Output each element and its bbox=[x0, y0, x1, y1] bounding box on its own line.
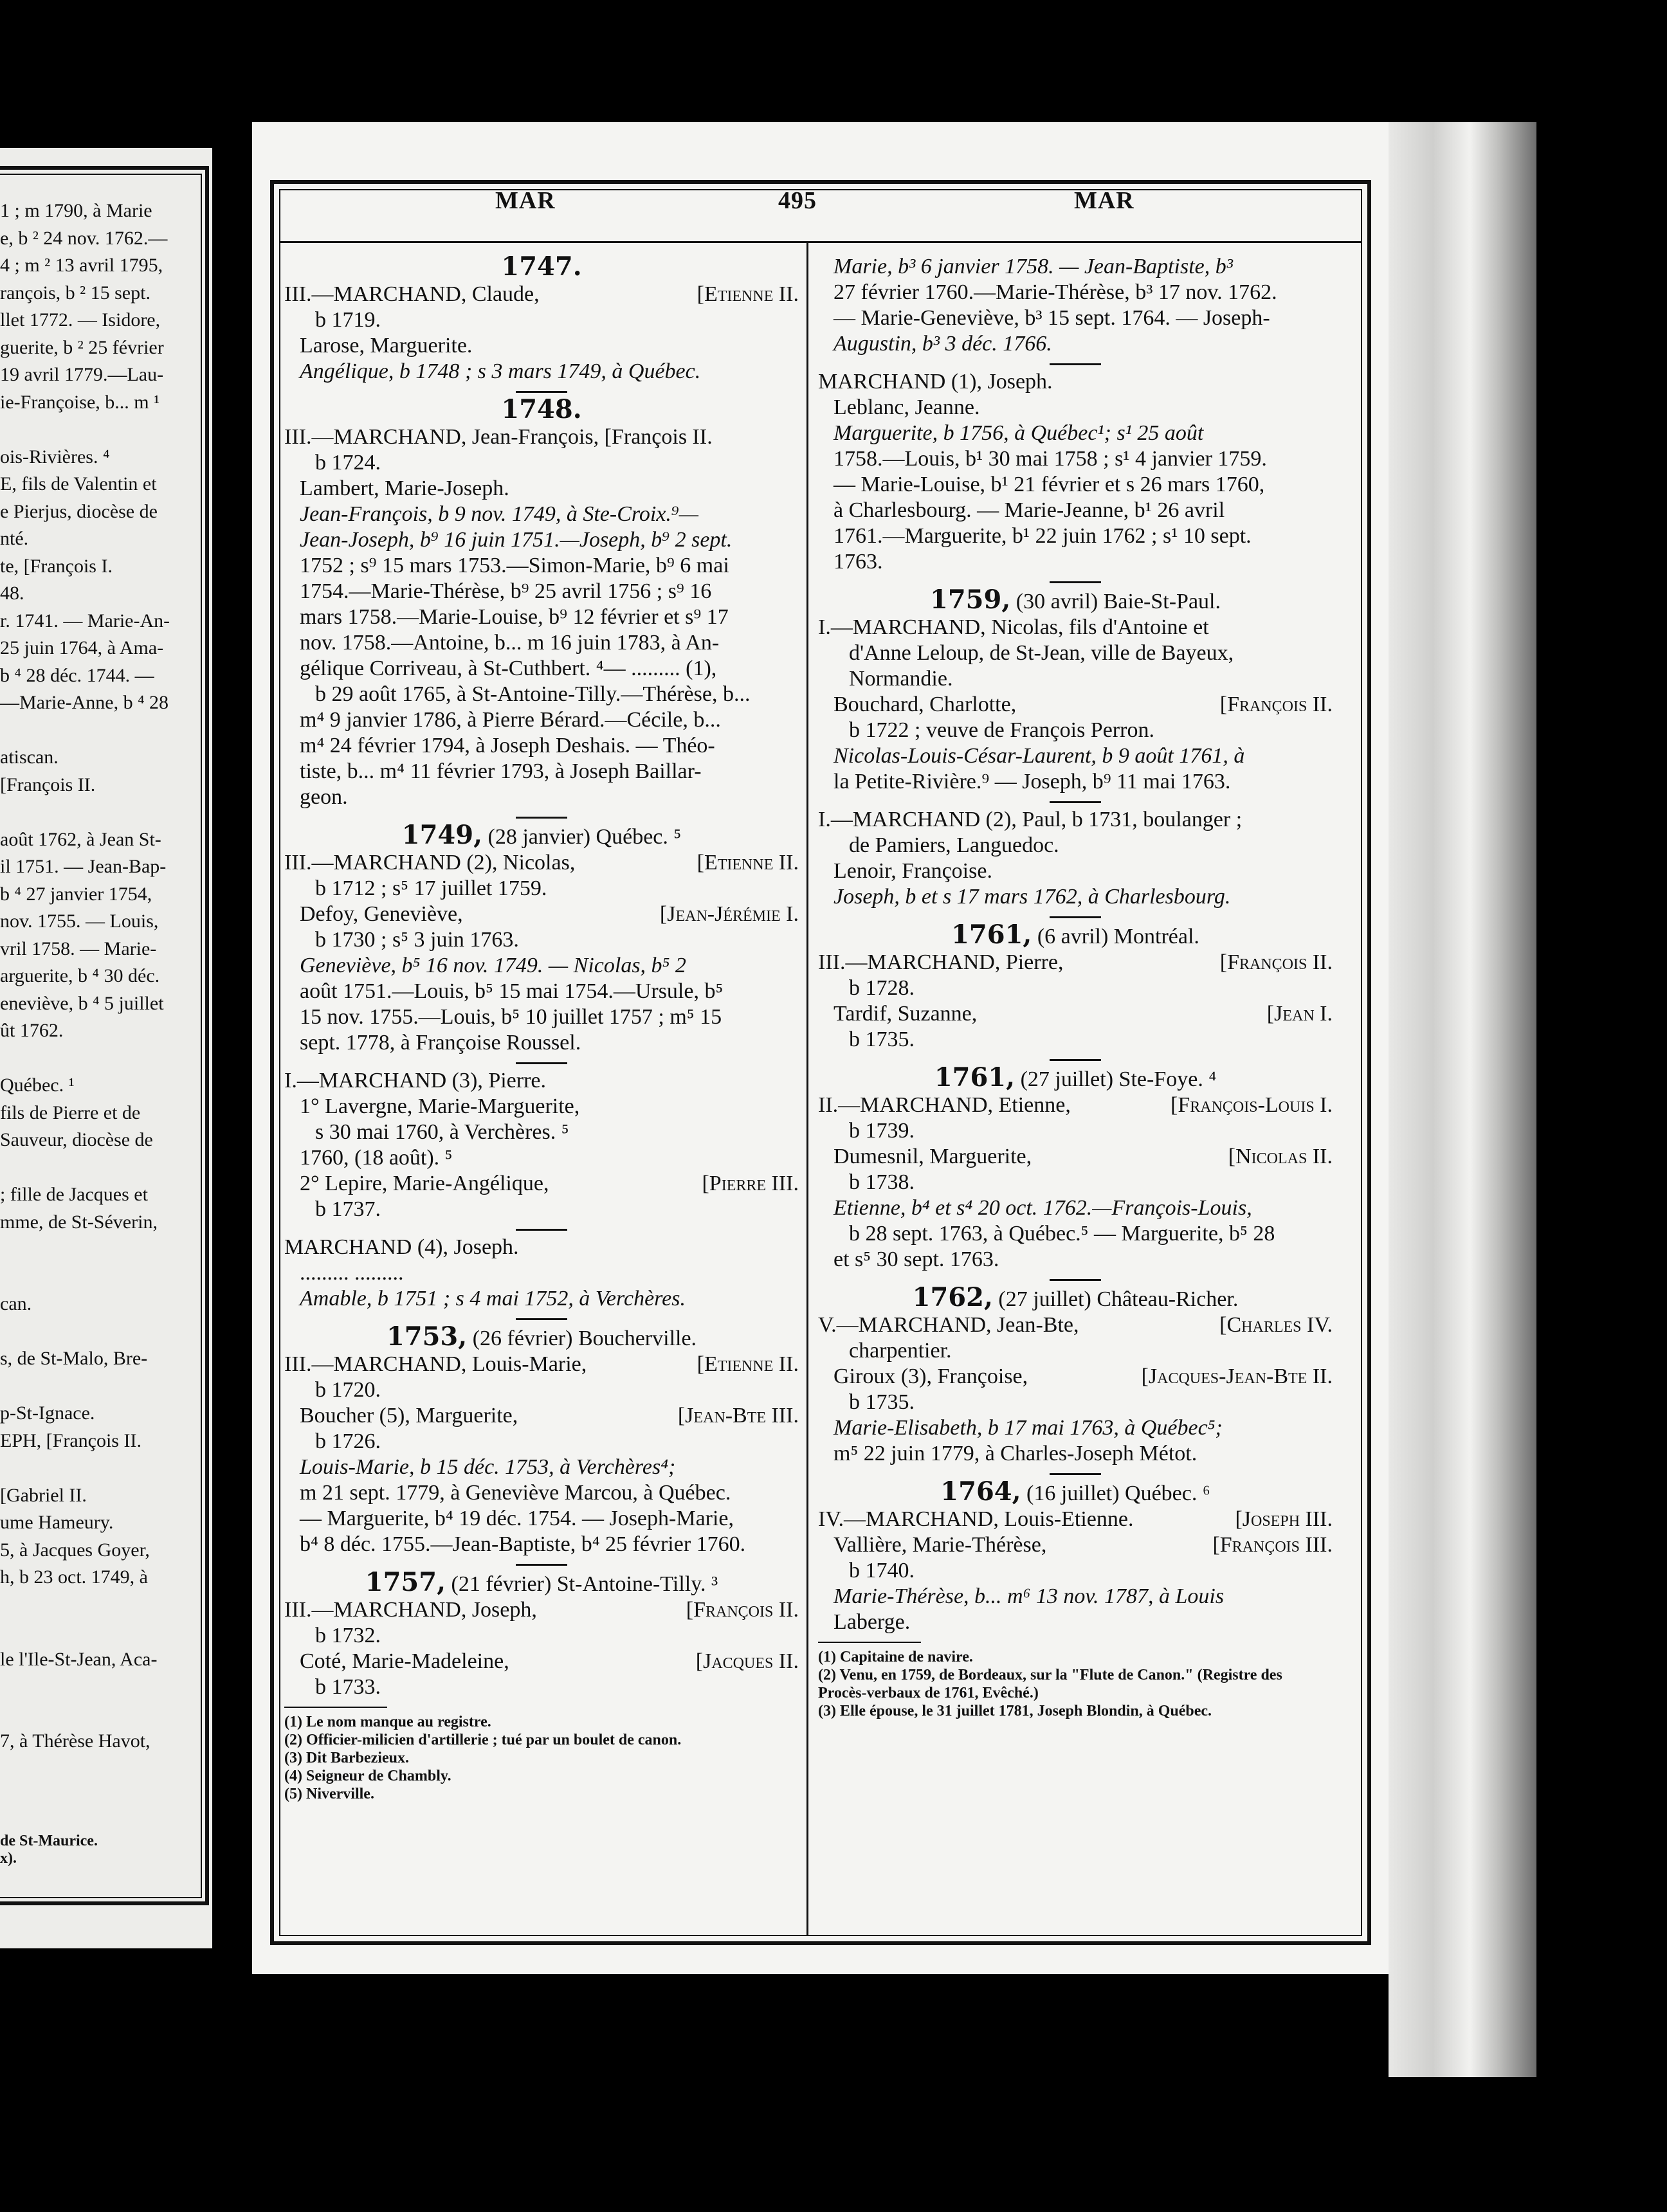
left-fragment-line: le l'Ile-St-Jean, Aca- bbox=[0, 1648, 158, 1670]
entry-line: charpentier. bbox=[849, 1339, 952, 1363]
parent-reference: [Joseph III. bbox=[1235, 1507, 1333, 1531]
marriage-date-heading bbox=[284, 1567, 799, 1597]
entry-line: b 1712 ; s⁵ 17 juillet 1759. bbox=[315, 876, 547, 900]
parent-reference: [Nicolas II. bbox=[1228, 1145, 1333, 1168]
entry-line: Marguerite, b 1756, à Québec¹; s¹ 25 août bbox=[834, 421, 1204, 445]
left-fragment-line: llet 1772. — Isidore, bbox=[0, 309, 161, 331]
left-footnote-line: de St-Maurice. bbox=[0, 1833, 98, 1849]
entry-line: [François-Louis I. II.—MARCHAND, Etienne, bbox=[818, 1093, 1333, 1117]
page-number: 495 bbox=[778, 187, 817, 214]
footnote: (4) Seigneur de Chambly. bbox=[284, 1768, 451, 1784]
entry-line: [Jean-Jérémie I. Defoy, Geneviève, bbox=[300, 902, 799, 926]
marriage-place: (30 avril) Baie-St-Paul. bbox=[1010, 590, 1221, 613]
left-fragment-line: 1 ; m 1790, à Marie bbox=[0, 200, 152, 221]
left-fragment-line: août 1762, à Jean St- bbox=[0, 828, 161, 850]
entry-line: b 1722 ; veuve de François Perron. bbox=[849, 718, 1154, 742]
entry-line: Marie, b³ 6 janvier 1758. — Jean-Baptiste, b³ bbox=[834, 255, 1233, 278]
marriage-place: (21 février) St-Antoine-Tilly. ³ bbox=[446, 1572, 718, 1596]
marriage-year: 1761, bbox=[934, 1062, 1016, 1092]
marriage-place: (28 janvier) Québec. ⁵ bbox=[482, 825, 682, 849]
genealogy-entry bbox=[284, 1352, 799, 1557]
entry-line: b 1740. bbox=[849, 1559, 915, 1582]
marriage-date-heading bbox=[818, 1282, 1333, 1312]
left-fragment-line: [Gabriel II. bbox=[0, 1484, 87, 1506]
genealogy-entry bbox=[818, 369, 1333, 575]
entry-line: [Pierre III. 2° Lepire, Marie-Angélique, bbox=[300, 1172, 799, 1195]
entry-line: b 1739. bbox=[849, 1119, 915, 1143]
entry-separator bbox=[1050, 801, 1101, 803]
left-fragment-line: e, b ² 24 nov. 1762.— bbox=[0, 227, 168, 249]
entry-line: à Charlesbourg. — Marie-Jeanne, b¹ 26 avril bbox=[834, 498, 1225, 522]
entry-line: b 1719. bbox=[315, 308, 381, 332]
entry-line: mars 1758.—Marie-Louise, b⁹ 12 février et s⁹ 17 bbox=[300, 605, 729, 629]
entry-line: [Jean-Bte III. Boucher (5), Marguerite, bbox=[300, 1404, 799, 1428]
section-separator bbox=[1050, 1279, 1101, 1281]
entry-line: [Jacques II. Coté, Marie-Madeleine, bbox=[300, 1649, 799, 1673]
entry-line: I.—MARCHAND, Nicolas, fils d'Antoine et bbox=[818, 615, 1209, 639]
section-separator bbox=[516, 391, 567, 393]
parent-reference: [Jean-Bte III. bbox=[677, 1404, 799, 1428]
section-separator bbox=[516, 1318, 567, 1320]
marriage-place: (6 avril) Montréal. bbox=[1032, 925, 1199, 948]
entry-line: [François II. Bouchard, Charlotte, bbox=[834, 693, 1333, 716]
section-separator bbox=[516, 1564, 567, 1566]
left-fragment-line: fils de Pierre et de bbox=[0, 1101, 141, 1123]
entry-line: Marie-Thérèse, b... m⁶ 13 nov. 1787, à Louis bbox=[834, 1584, 1225, 1608]
left-fragment-line: Québec. ¹ bbox=[0, 1074, 75, 1096]
entry-line: 1° Lavergne, Marie-Marguerite, bbox=[300, 1094, 580, 1118]
section-separator bbox=[1050, 581, 1101, 583]
entry-line: 15 nov. 1755.—Louis, b⁵ 10 juillet 1757 ; m⁵ 15 bbox=[300, 1005, 722, 1029]
entry-line: MARCHAND (1), Joseph. bbox=[818, 370, 1053, 394]
genealogy-entry bbox=[284, 282, 799, 385]
entry-line: [Etienne II. III.—MARCHAND, Claude, bbox=[284, 282, 799, 306]
entry-line: [François II. III.—MARCHAND, Pierre, bbox=[818, 950, 1333, 974]
marriage-year: 1762, bbox=[912, 1282, 993, 1312]
entry-line: m⁴ 24 février 1794, à Joseph Deshais. — Théo- bbox=[300, 734, 715, 757]
left-fragment-line: s, de St-Malo, Bre- bbox=[0, 1348, 148, 1369]
entry-line: de Pamiers, Languedoc. bbox=[849, 833, 1059, 857]
marriage-year: 1753, bbox=[386, 1321, 468, 1352]
left-fragment-line: —Marie-Anne, b ⁴ 28 bbox=[0, 692, 169, 713]
entry-line: Lambert, Marie-Joseph. bbox=[300, 476, 509, 500]
left-fragment-line: 4 ; m ² 13 avril 1795, bbox=[0, 255, 163, 276]
left-fragment-line: 48. bbox=[0, 583, 24, 604]
entry-line: [Etienne II. III.—MARCHAND, Louis-Marie, bbox=[284, 1352, 799, 1376]
left-fragment-line: ; fille de Jacques et bbox=[0, 1184, 148, 1205]
entry-line: Amable, b 1751 ; s 4 mai 1752, à Verchères. bbox=[300, 1287, 686, 1310]
entry-line: tiste, b... m⁴ 11 février 1793, à Joseph Baillar- bbox=[300, 759, 702, 783]
genealogy-entry bbox=[284, 1068, 799, 1222]
marriage-date-heading bbox=[284, 251, 799, 282]
marriage-place: (26 février) Boucherville. bbox=[467, 1327, 697, 1350]
genealogy-entry bbox=[818, 1507, 1333, 1635]
left-fragment-line: 19 avril 1779.—Lau- bbox=[0, 364, 164, 385]
left-fragment-line: E, fils de Valentin et bbox=[0, 473, 157, 494]
column-divider bbox=[806, 243, 808, 1936]
footnote-rule bbox=[818, 1642, 921, 1643]
entry-line: Louis-Marie, b 15 déc. 1753, à Verchères⁴; bbox=[300, 1455, 676, 1479]
entry-line: gélique Corriveau, à St-Cuthbert. ⁴— ......... (1), bbox=[300, 657, 717, 680]
left-fragment-line: il 1751. — Jean-Bap- bbox=[0, 856, 167, 877]
footnotes bbox=[818, 1648, 1333, 1720]
left-fragment-line: mme, de St-Séverin, bbox=[0, 1211, 158, 1233]
entry-line: 1758.—Louis, b¹ 30 mai 1758 ; s¹ 4 janvier 1759. bbox=[834, 447, 1267, 471]
entry-line: 1761.—Marguerite, b¹ 22 juin 1762 ; s¹ 10 sept. bbox=[834, 524, 1252, 548]
marriage-year: 1748. bbox=[501, 394, 582, 424]
marriage-place: (16 juillet) Québec. ⁶ bbox=[1021, 1482, 1210, 1505]
marriage-date-heading bbox=[818, 922, 1333, 950]
marriage-date-heading bbox=[818, 587, 1333, 615]
marriage-date-heading bbox=[284, 394, 799, 424]
section-separator bbox=[1050, 1059, 1101, 1061]
left-fragment-line: h, b 23 oct. 1749, à bbox=[0, 1566, 148, 1588]
right-column bbox=[818, 254, 1333, 1720]
entry-line: b 28 sept. 1763, à Québec.⁵ — Marguerite, b⁵ 28 bbox=[849, 1222, 1275, 1246]
marriage-place: (27 juillet) Ste-Foye. ⁴ bbox=[1015, 1067, 1217, 1091]
left-fragment-line: ût 1762. bbox=[0, 1020, 64, 1041]
running-head-left: MAR bbox=[495, 187, 556, 214]
entry-line: — Marie-Geneviève, b³ 15 sept. 1764. — Joseph- bbox=[834, 306, 1270, 330]
left-fragment-line: 5, à Jacques Goyer, bbox=[0, 1539, 150, 1561]
left-fragment-line: r. 1741. — Marie-An- bbox=[0, 610, 170, 631]
footnote: (1) Le nom manque au registre. bbox=[284, 1714, 491, 1730]
marriage-date-heading bbox=[284, 822, 799, 850]
entry-line: nov. 1758.—Antoine, b... m 16 juin 1783, à An- bbox=[300, 631, 720, 655]
entry-line: b 29 août 1765, à St-Antoine-Tilly.—Thérèse, b... bbox=[315, 682, 751, 706]
entry-line: m⁵ 22 juin 1779, à Charles-Joseph Métot. bbox=[834, 1442, 1198, 1465]
entry-line: b 1735. bbox=[849, 1390, 915, 1414]
entry-line: Larose, Marguerite. bbox=[300, 334, 473, 358]
entry-line: I.—MARCHAND (2), Paul, b 1731, boulanger ; bbox=[818, 808, 1243, 831]
entry-line: b⁴ 8 déc. 1755.—Jean-Baptiste, b⁴ 25 février 1760. bbox=[300, 1532, 746, 1556]
entry-line: b 1737. bbox=[315, 1197, 381, 1221]
left-column bbox=[284, 251, 799, 1803]
marriage-date-heading bbox=[818, 1062, 1333, 1092]
parent-reference: [Jean I. bbox=[1266, 1002, 1333, 1026]
genealogy-entry bbox=[818, 807, 1333, 910]
entry-line: ......... ......... bbox=[300, 1261, 404, 1285]
left-fragment-line: atiscan. bbox=[0, 747, 59, 768]
footnote: (2) Venu, en 1759, de Bordeaux, sur la "Flute de Canon." (Registre des Procès-verbaux de 1761, Evêché.) bbox=[818, 1667, 1282, 1701]
entry-line: sept. 1778, à Françoise Roussel. bbox=[300, 1031, 581, 1055]
marriage-year: 1749, bbox=[401, 820, 483, 850]
entry-line: Jean-François, b 9 nov. 1749, à Ste-Croix.⁹— bbox=[300, 502, 698, 526]
genealogy-entry bbox=[818, 950, 1333, 1053]
entry-line: [Nicolas II. Dumesnil, Marguerite, bbox=[834, 1145, 1333, 1168]
footnote: (3) Dit Barbezieux. bbox=[284, 1750, 409, 1766]
left-fragment-line: p-St-Ignace. bbox=[0, 1402, 95, 1424]
entry-line: b 1730 ; s⁵ 3 juin 1763. bbox=[315, 928, 519, 952]
entry-line: [François III. Vallière, Marie-Thérèse, bbox=[834, 1533, 1333, 1557]
entry-line: d'Anne Leloup, de St-Jean, ville de Bayeux, bbox=[849, 641, 1234, 665]
left-fragment-line: te, [François I. bbox=[0, 555, 113, 577]
entry-line: MARCHAND (4), Joseph. bbox=[284, 1235, 519, 1259]
entry-line: Augustin, b³ 3 déc. 1766. bbox=[834, 332, 1052, 356]
entry-line: m 21 sept. 1779, à Geneviève Marcou, à Québec. bbox=[300, 1481, 731, 1505]
left-fragment-line: EPH, [François II. bbox=[0, 1429, 141, 1451]
entry-line: 1754.—Marie-Thérèse, b⁹ 25 avril 1756 ; s⁹ 16 bbox=[300, 579, 712, 603]
entry-line: I.—MARCHAND (3), Pierre. bbox=[284, 1069, 547, 1092]
entry-line: août 1751.—Louis, b⁵ 15 mai 1754.—Ursule, b⁵ bbox=[300, 979, 724, 1003]
marriage-place: (27 juillet) Château-Richer. bbox=[992, 1287, 1239, 1311]
marriage-year: 1759, bbox=[930, 585, 1011, 615]
entry-line: Lenoir, Françoise. bbox=[834, 859, 992, 883]
entry-line: Leblanc, Jeanne. bbox=[834, 395, 980, 419]
footnote-rule bbox=[284, 1707, 387, 1708]
entry-line: 27 février 1760.—Marie-Thérèse, b³ 17 nov. 1762. bbox=[834, 280, 1277, 304]
entry-line: Normandie. bbox=[849, 667, 953, 691]
entry-line: — Marie-Louise, b¹ 21 février et s 26 mars 1760, bbox=[834, 473, 1265, 496]
parent-reference: [Charles IV. bbox=[1219, 1313, 1333, 1337]
entry-separator bbox=[516, 1062, 567, 1064]
left-fragment-line: 7, à Thérèse Havot, bbox=[0, 1730, 150, 1752]
page-edge bbox=[1389, 122, 1536, 2077]
entry-line: Laberge. bbox=[834, 1610, 911, 1634]
genealogy-entry bbox=[284, 1235, 799, 1312]
section-separator bbox=[1050, 1473, 1101, 1475]
left-fragment-line: e Pierjus, diocèse de bbox=[0, 500, 158, 522]
parent-reference: [Etienne II. bbox=[697, 851, 799, 875]
entry-line: Marie-Elisabeth, b 17 mai 1763, à Québec⁵; bbox=[834, 1416, 1223, 1440]
parent-reference: [François III. bbox=[1212, 1533, 1333, 1557]
entry-line: b 1738. bbox=[849, 1170, 915, 1194]
entry-line: b 1733. bbox=[315, 1675, 381, 1699]
genealogy-entry bbox=[818, 1312, 1333, 1467]
entry-line: m⁴ 9 janvier 1786, à Pierre Bérard.—Cécile, b... bbox=[300, 708, 721, 732]
genealogy-entry bbox=[284, 850, 799, 1056]
footnote: (5) Niverville. bbox=[284, 1786, 374, 1802]
entry-line: [Joseph III. IV.—MARCHAND, Louis-Etienne. bbox=[818, 1507, 1333, 1531]
entry-line: b 1720. bbox=[315, 1378, 381, 1402]
entry-line: Nicolas-Louis-César-Laurent, b 9 août 1761, à bbox=[834, 744, 1245, 768]
entry-line: [Etienne II. III.—MARCHAND (2), Nicolas, bbox=[284, 851, 799, 875]
left-fragment-line: b ⁴ 27 janvier 1754, bbox=[0, 883, 152, 905]
genealogy-entry bbox=[284, 1597, 799, 1700]
marriage-date-heading bbox=[818, 1476, 1333, 1507]
footnote: (3) Elle épouse, le 31 juillet 1781, Joseph Blondin, à Québec. bbox=[818, 1703, 1212, 1719]
section-separator bbox=[516, 817, 567, 819]
entry-line: [Charles IV. V.—MARCHAND, Jean-Bte, bbox=[818, 1313, 1333, 1337]
entry-line: — Marguerite, b⁴ 19 déc. 1754. — Joseph-Marie, bbox=[300, 1507, 734, 1530]
left-fragment-line: ie-Françoise, b... m ¹ bbox=[0, 391, 160, 413]
entry-line: s 30 mai 1760, à Verchères. ⁵ bbox=[315, 1120, 569, 1144]
marriage-year: 1757, bbox=[365, 1567, 446, 1597]
entry-line: [Jean I. Tardif, Suzanne, bbox=[834, 1002, 1333, 1026]
entry-line: Geneviève, b⁵ 16 nov. 1749. — Nicolas, b⁵ 2 bbox=[300, 954, 686, 977]
entry-line: b 1732. bbox=[315, 1624, 381, 1647]
parent-reference: [François II. bbox=[1219, 950, 1333, 974]
parent-reference: [François II. bbox=[1219, 693, 1333, 716]
left-fragment-line: [François II. bbox=[0, 774, 96, 795]
entry-line: Joseph, b et s 17 mars 1762, à Charlesbourg. bbox=[834, 885, 1231, 909]
entry-line: 1752 ; s⁹ 15 mars 1753.—Simon-Marie, b⁹ 6 mai bbox=[300, 554, 729, 577]
entry-line: [François II. III.—MARCHAND, Joseph, bbox=[284, 1598, 799, 1622]
left-fragment-line: nté. bbox=[0, 528, 29, 549]
entry-line: et s⁵ 30 sept. 1763. bbox=[834, 1247, 999, 1271]
left-fragment-line: guerite, b ² 25 février bbox=[0, 336, 164, 358]
parent-reference: [Jacques II. bbox=[695, 1649, 799, 1673]
footnote: (1) Capitaine de navire. bbox=[818, 1649, 973, 1665]
running-head-right: MAR bbox=[1074, 187, 1134, 214]
entry-line: Jean-Joseph, b⁹ 16 juin 1751.—Joseph, b⁹ 2 sept. bbox=[300, 528, 733, 552]
parent-reference: [Etienne II. bbox=[697, 1352, 799, 1376]
left-fragment-line: vril 1758. — Marie- bbox=[0, 938, 157, 959]
genealogy-entry bbox=[284, 424, 799, 810]
left-fragment-line: can. bbox=[0, 1293, 32, 1314]
left-fragment-line: rançois, b ² 15 sept. bbox=[0, 282, 150, 304]
entry-line: b 1724. bbox=[315, 451, 381, 475]
left-page-fragment bbox=[0, 148, 212, 1948]
entry-separator bbox=[1050, 363, 1101, 365]
marriage-year: 1747. bbox=[501, 251, 582, 282]
left-fragment-line: b ⁴ 28 déc. 1744. — bbox=[0, 664, 154, 686]
genealogy-entry bbox=[818, 615, 1333, 795]
parent-reference: [Jacques-Jean-Bte II. bbox=[1141, 1364, 1333, 1388]
entry-line: la Petite-Rivière.⁹ — Joseph, b⁹ 11 mai 1763. bbox=[834, 770, 1231, 793]
parent-reference: [François-Louis I. bbox=[1171, 1093, 1333, 1117]
footnote: (2) Officier-milicien d'artillerie ; tué par un boulet de canon. bbox=[284, 1732, 682, 1748]
entry-line: Etienne, b⁴ et s⁴ 20 oct. 1762.—François-Louis, bbox=[834, 1196, 1252, 1220]
entry-line: b 1735. bbox=[849, 1028, 915, 1051]
footnotes bbox=[284, 1713, 799, 1803]
left-fragment-line: arguerite, b ⁴ 30 déc. bbox=[0, 965, 160, 986]
left-fragment-line: Sauveur, diocèse de bbox=[0, 1129, 153, 1150]
header-rule bbox=[279, 241, 1362, 243]
left-fragment-line: nov. 1755. — Louis, bbox=[0, 911, 159, 932]
entry-line: Angélique, b 1748 ; s 3 mars 1749, à Québec. bbox=[300, 359, 701, 383]
genealogy-entry bbox=[818, 254, 1333, 357]
main-page bbox=[252, 122, 1389, 1974]
left-page-footnotes bbox=[0, 1833, 98, 1867]
section-separator bbox=[1050, 916, 1101, 918]
marriage-date-heading bbox=[284, 1321, 799, 1352]
entry-line: b 1728. bbox=[849, 976, 915, 1000]
left-fragment-line: 25 juin 1764, à Ama- bbox=[0, 637, 164, 658]
left-fragment-line: ume Hameury. bbox=[0, 1512, 114, 1533]
marriage-year: 1764, bbox=[940, 1476, 1021, 1507]
parent-reference: [Etienne II. bbox=[697, 282, 799, 306]
entry-line: 1760, (18 août). ⁵ bbox=[300, 1146, 453, 1170]
left-fragment-line: ois-Rivières. ⁴ bbox=[0, 446, 110, 467]
left-fragment-line: eneviève, b ⁴ 5 juillet bbox=[0, 992, 164, 1014]
parent-reference: [François II. bbox=[686, 1598, 799, 1622]
parent-reference: [Pierre III. bbox=[702, 1172, 799, 1195]
entry-line: geon. bbox=[300, 785, 348, 809]
left-footnote-line: x). bbox=[0, 1850, 17, 1867]
entry-line: [Jacques-Jean-Bte II. Giroux (3), Françoise, bbox=[834, 1364, 1333, 1388]
entry-line: b 1726. bbox=[315, 1429, 381, 1453]
parent-reference: [Jean-Jérémie I. bbox=[659, 902, 799, 926]
marriage-year: 1761, bbox=[951, 920, 1032, 950]
entry-line: III.—MARCHAND, Jean-François, [François II. bbox=[284, 425, 713, 449]
entry-line: 1763. bbox=[834, 550, 883, 574]
entry-separator bbox=[516, 1229, 567, 1231]
genealogy-entry bbox=[818, 1092, 1333, 1273]
